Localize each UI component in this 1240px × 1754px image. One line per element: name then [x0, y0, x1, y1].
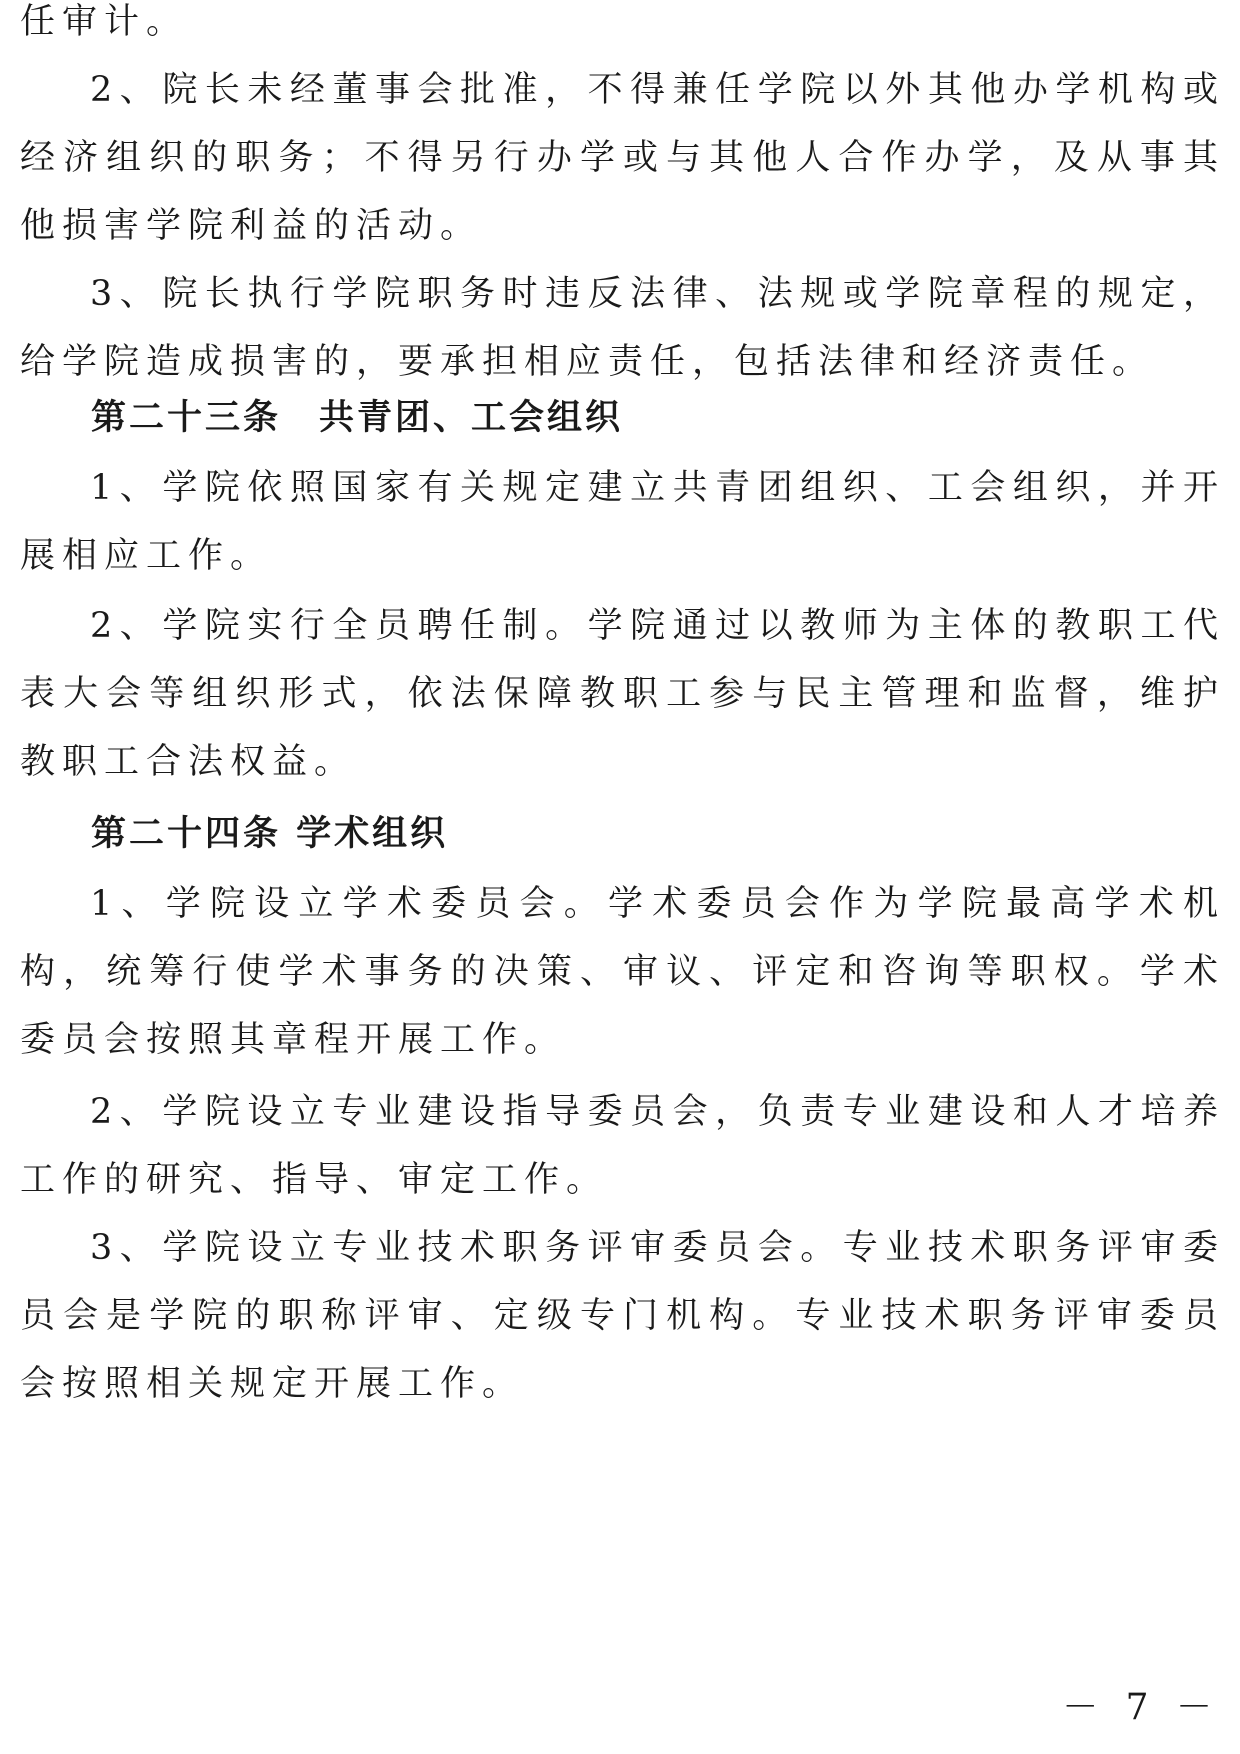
paragraph-staff-appointment: 2、学院实行全员聘任制。学院通过以教师为主体的教职工代表大会等组织形式，依法保障教职工参与民主管理和监督，维护教职工合法权益。	[20, 606, 1225, 782]
article-23-heading: 第二十三条 共青团、工会组织	[91, 398, 624, 438]
paragraph-continuation: 任审计。	[20, 2, 189, 42]
paragraph-youth-league-union: 1、学院依照国家有关规定建立共青团组织、工会组织，并开展相应工作。	[20, 468, 1225, 576]
paragraph-academic-committee: 1、学院设立学术委员会。学术委员会作为学院最高学术机构，统筹行使学术事务的决策、审议、评定和咨询等职权。学术委员会按照其章程开展工作。	[20, 884, 1225, 1060]
paragraph-president-restrictions: 2、院长未经董事会批准，不得兼任学院以外其他办学机构或经济组织的职务；不得另行办学或与其他人合作办学，及从事其他损害学院利益的活动。	[20, 70, 1225, 246]
paragraph-president-liability: 3、院长执行学院职务时违反法律、法规或学院章程的规定，给学院造成损害的，要承担相应责任，包括法律和经济责任。	[20, 274, 1225, 382]
article-24-heading: 第二十四条 学术组织	[91, 814, 449, 854]
page-number: － 7 －	[1062, 1687, 1220, 1728]
paragraph-title-review-committee: 3、学院设立专业技术职务评审委员会。专业技术职务评审委员会是学院的职称评审、定级专门机构。专业技术职务评审委员会按照相关规定开展工作。	[20, 1228, 1225, 1404]
paragraph-major-guidance-committee: 2、学院设立专业建设指导委员会，负责专业建设和人才培养工作的研究、指导、审定工作。	[20, 1092, 1225, 1200]
